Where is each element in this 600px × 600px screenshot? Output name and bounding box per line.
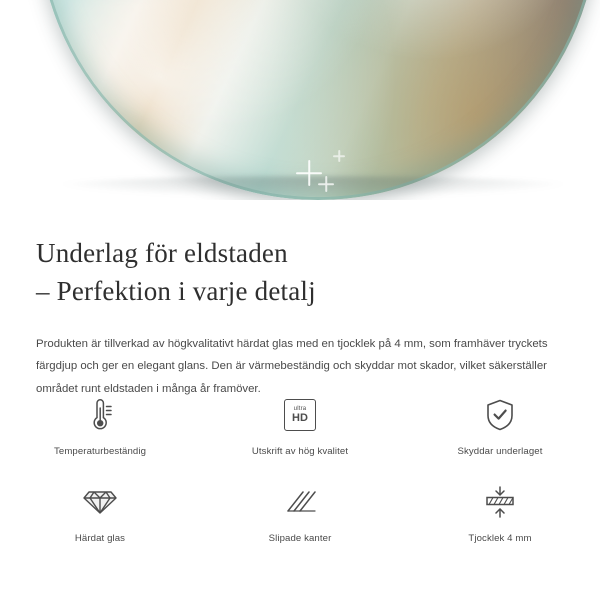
hero-image	[0, 0, 600, 200]
feature-item-protection	[400, 392, 600, 457]
polished-edges-icon	[277, 479, 323, 525]
shield-check-icon	[477, 392, 523, 438]
plate-edge	[38, 0, 598, 200]
feature-item-temperature	[0, 392, 200, 457]
page-title	[36, 234, 564, 311]
feature-label: Temperaturbeständig	[53, 446, 147, 457]
feature-item-tempered-glass	[0, 479, 200, 544]
feature-item-thickness	[400, 479, 600, 544]
feature-label: Slipade kanter	[268, 533, 332, 544]
feature-grid	[0, 392, 600, 544]
plate-shadow	[48, 176, 578, 198]
page-title-line2: – Perfektion i varje detalj	[36, 276, 316, 307]
page-title-line1: Underlag för eldstaden	[36, 238, 288, 268]
feature-label: Tjocklek 4 mm	[468, 533, 532, 544]
thermometer-icon	[77, 392, 123, 438]
feature-item-polished-edges	[200, 479, 400, 544]
feature-label: Härdat glas	[74, 533, 126, 544]
feature-label: Utskrift av hög kvalitet	[251, 446, 349, 457]
diamond-icon	[77, 479, 123, 525]
thickness-icon	[477, 479, 523, 525]
marble-plate-graphic	[38, 0, 598, 200]
ultra-hd-icon: ultra HD	[277, 392, 323, 438]
feature-item-print-quality	[200, 392, 400, 457]
description-text: Produkten är tillverkad av högkvalitativt härdat glas med en tjocklek på 4 mm, som framhäver tryckets färgdjup och ger en elegant glans. Den är värmebeständig och skyddar mot skador, vilket säkerställer området runt eldstaden i många år framöver.	[36, 337, 548, 396]
feature-label: Skyddar underlaget	[457, 446, 543, 457]
text-content	[0, 200, 600, 401]
